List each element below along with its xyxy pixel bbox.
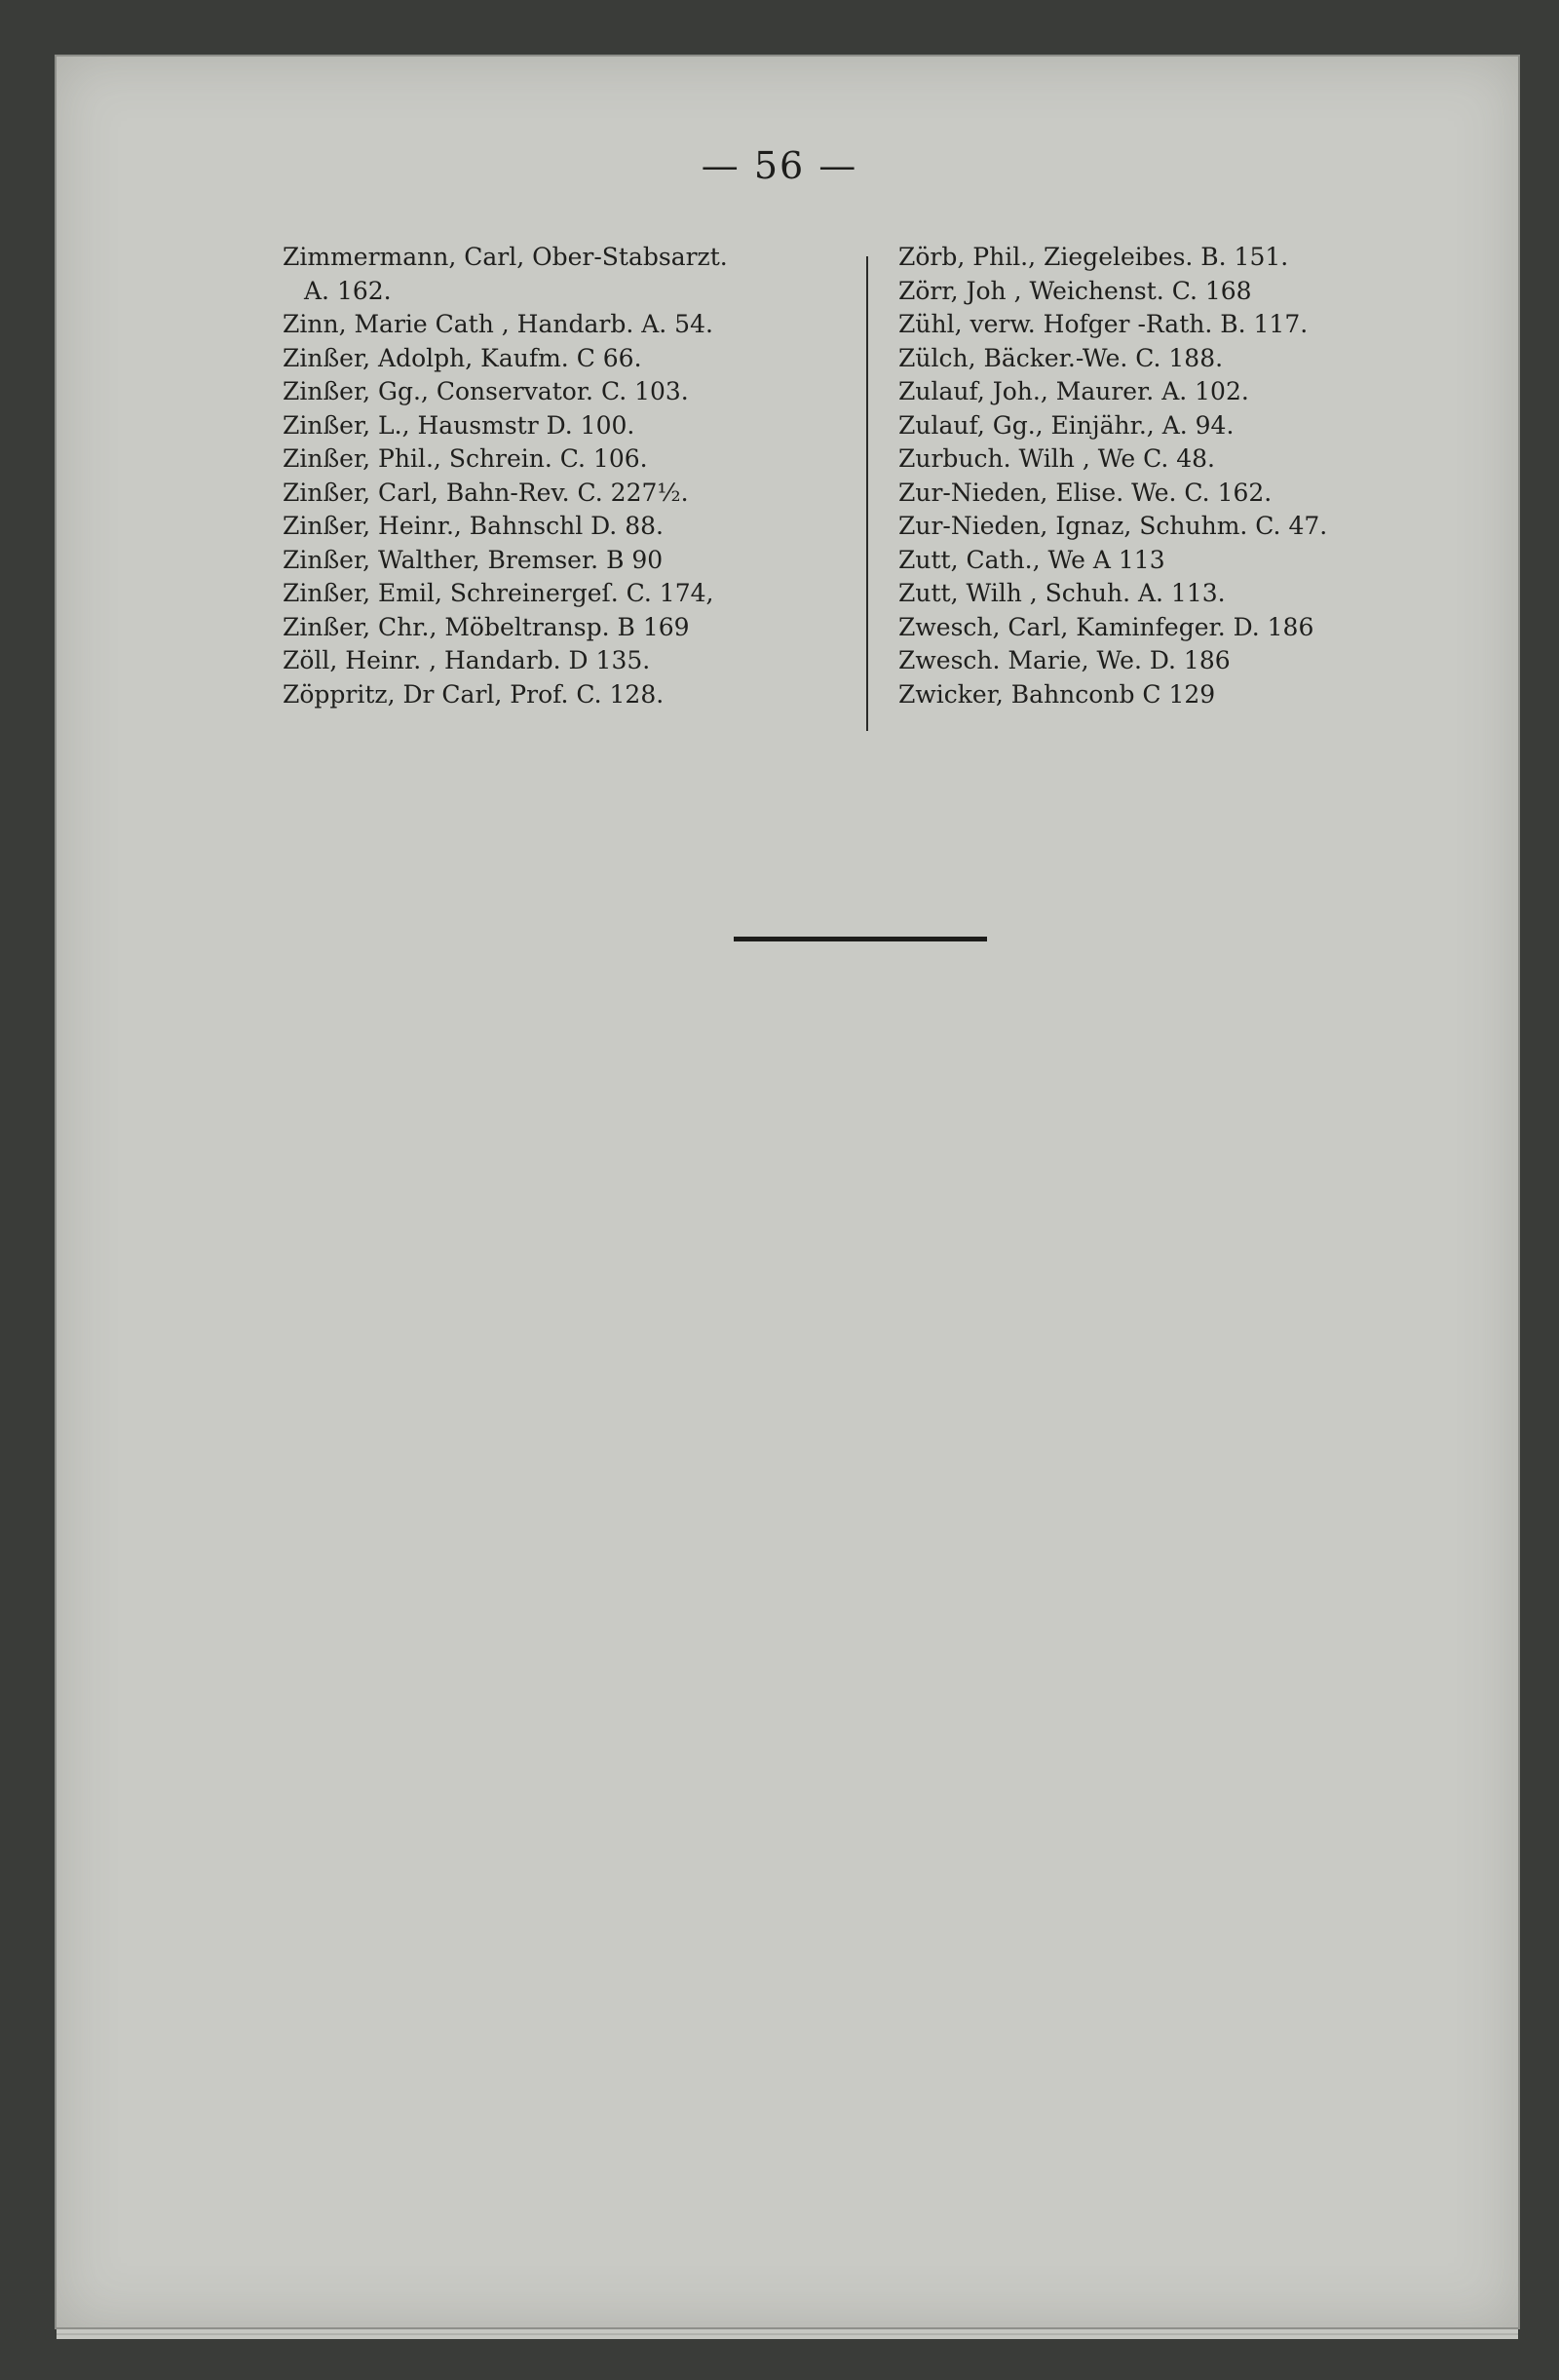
right-column: [898, 241, 1444, 711]
entry-continuation: A. 162.: [304, 276, 392, 305]
list-item: Zur-Nieden, Ignaz, Schuhm. C. 47.: [898, 512, 1328, 540]
list-item: Zinßer, Phil., Schrein. C. 106.: [283, 444, 648, 473]
list-item: Zutt, Cath., We A 113: [898, 545, 1165, 574]
list-item: Zinßer, Emil, Schreinergeſ. C. 174,: [283, 579, 714, 607]
column-divider: [866, 256, 868, 731]
list-item: Zöll, Heinr. , Handarb. D 135.: [283, 646, 651, 674]
list-item: Zinßer, Chr., Möbeltransp. B 169: [283, 612, 690, 641]
list-item: Zinßer, Walther, Bremser. B 90: [283, 545, 664, 574]
list-item: Zülch, Bäcker.-We. C. 188.: [898, 343, 1224, 372]
list-item: Zinßer, Adolph, Kaufm. C 66.: [283, 343, 642, 372]
list-item: Zöppritz, Dr Carl, Prof. C. 128.: [283, 679, 665, 709]
list-item: Zutt, Wilh , Schuh. A. 113.: [898, 579, 1226, 607]
list-item: Zur-Nieden, Elise. We. C. 162.: [898, 478, 1273, 507]
list-item: Zulauf, Joh., Maurer. A. 102.: [898, 377, 1249, 405]
list-item: Zühl, verw. Hofger -Rath. B. 117.: [898, 310, 1309, 338]
list-item: Zwesch. Marie, We. D. 186: [898, 646, 1231, 674]
left-column: [283, 241, 867, 711]
end-rule: [734, 937, 987, 941]
list-item: Zinßer, L., Hausmstr D. 100.: [283, 410, 635, 440]
list-item: Zwesch, Carl, Kaminfeger. D. 186: [898, 612, 1314, 641]
list-item: Zörb, Phil., Ziegeleibes. B. 151.: [898, 243, 1289, 271]
list-item: Zurbuch. Wilh , We C. 48.: [898, 444, 1215, 473]
entry-text: Zimmermann, Carl, Ober-Stabsarzt.: [283, 243, 728, 271]
list-item: Zwicker, Bahnconb C 129: [898, 679, 1216, 709]
list-item: Zinßer, Gg., Conservator. C. 103.: [283, 377, 689, 405]
page-number: — 56 —: [701, 144, 858, 187]
list-item: Zörr, Joh , Weichenst. C. 168: [898, 276, 1252, 305]
list-item: [283, 241, 867, 308]
list-item: Zinßer, Carl, Bahn-Rev. C. 227½.: [283, 478, 689, 507]
list-item: Zulauf, Gg., Einjähr., A. 94.: [898, 410, 1235, 440]
list-item: Zinßer, Heinr., Bahnschl D. 88.: [283, 512, 664, 540]
list-item: Zinn, Marie Cath , Handarb. A. 54.: [283, 310, 713, 338]
